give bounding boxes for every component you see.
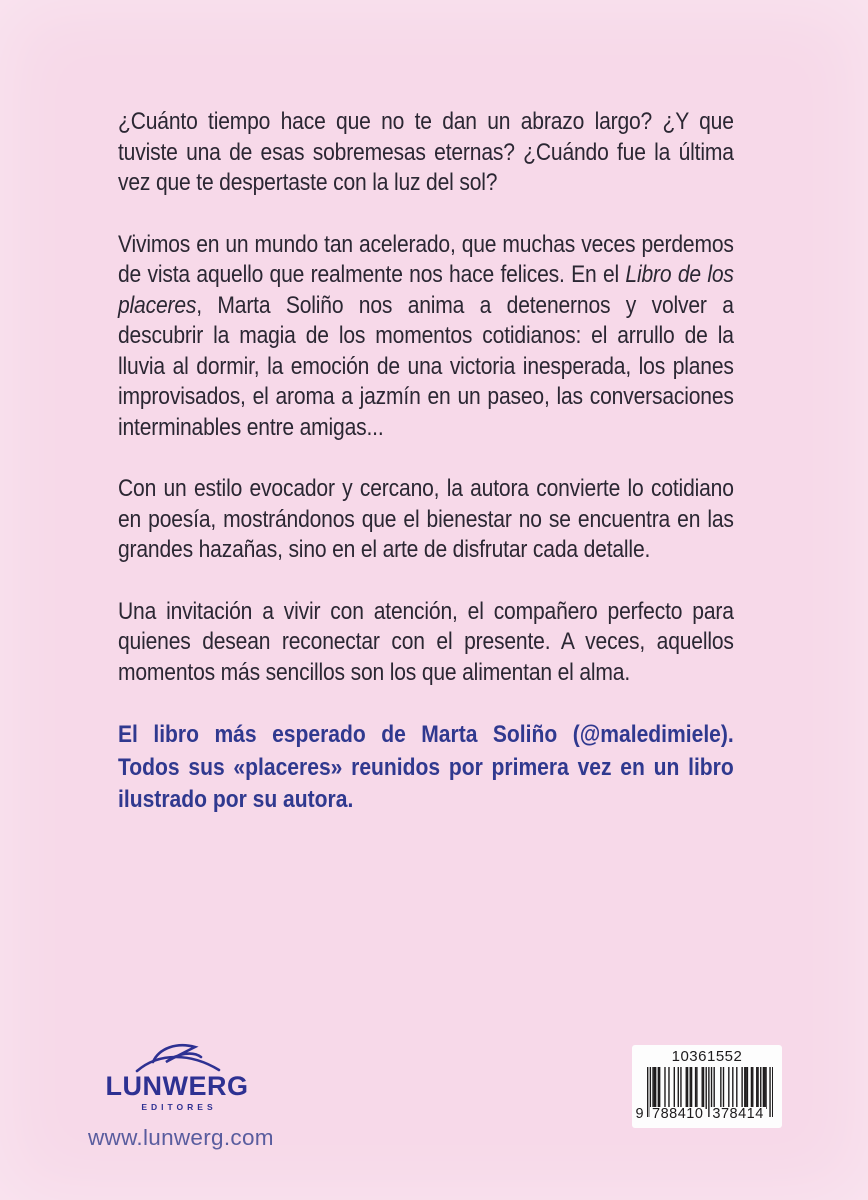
barcode-bars-wrap [635, 1067, 775, 1123]
synopsis-paragraph-1: ¿Cuánto tiempo hace que no te dan un abrazo largo? ¿Y que tuviste una de esas sobremesas eternas? ¿Cuándo fue la última vez que te despertaste con la luz del sol? [118, 108, 734, 196]
book-title-italic: Libro de los placeres [118, 261, 734, 319]
synopsis-paragraph-4: Una invitación a vivir con atención, el compañero perfecto para quienes desean reconectar con el presente. A veces, aquellos momentos más sencillos son los que alimentan el alma. [118, 597, 734, 686]
ean-digits-row [634, 1107, 776, 1122]
publisher-subtitle: EDITORES [141, 1102, 217, 1112]
publisher-block [88, 1038, 274, 1150]
synopsis-text-block [118, 107, 734, 817]
publisher-name: LUNWERG [105, 1071, 249, 1101]
paragraph-2-text: Vivimos en un mundo tan acelerado, que muchas veces perdemos de vista aquello que realmente nos hace felices. En el [118, 230, 734, 288]
publisher-website: www.lunwerg.com [88, 1124, 274, 1150]
synopsis-paragraph-2 [118, 230, 734, 444]
ean-prefix-digit: 9 [635, 1106, 644, 1122]
synopsis-paragraph-3: Con un estilo evocador y cercano, la autora convierte lo cotidiano en poesía, mostrándonos que el bienestar no se encuentra en las grandes hazañas, sino en el arte de disfrutar cada detalle. [118, 475, 734, 563]
paragraph-2-text-continued: , Marta Soliño nos anima a detenernos y volver a descubrir la magia de los momentos cotidianos: el arrullo de la lluvia al dormir, la emoción de una victoria inesperada, los planes improvisados, el aroma a jazmín en un paseo, las conversaciones interminables entre amigas... [118, 291, 734, 441]
highlight-paragraph: El libro más esperado de Marta Soliño (@maledimiele). Todos sus «placeres» reunidos por primera vez en un libro ilustrado por su autora. [118, 721, 734, 813]
ean-digit-group-1: 788410 [652, 1106, 704, 1122]
barcode-top-number: 10361552 [671, 1048, 743, 1065]
ean-digit-group-2: 378414 [712, 1106, 764, 1122]
barcode [632, 1045, 782, 1128]
